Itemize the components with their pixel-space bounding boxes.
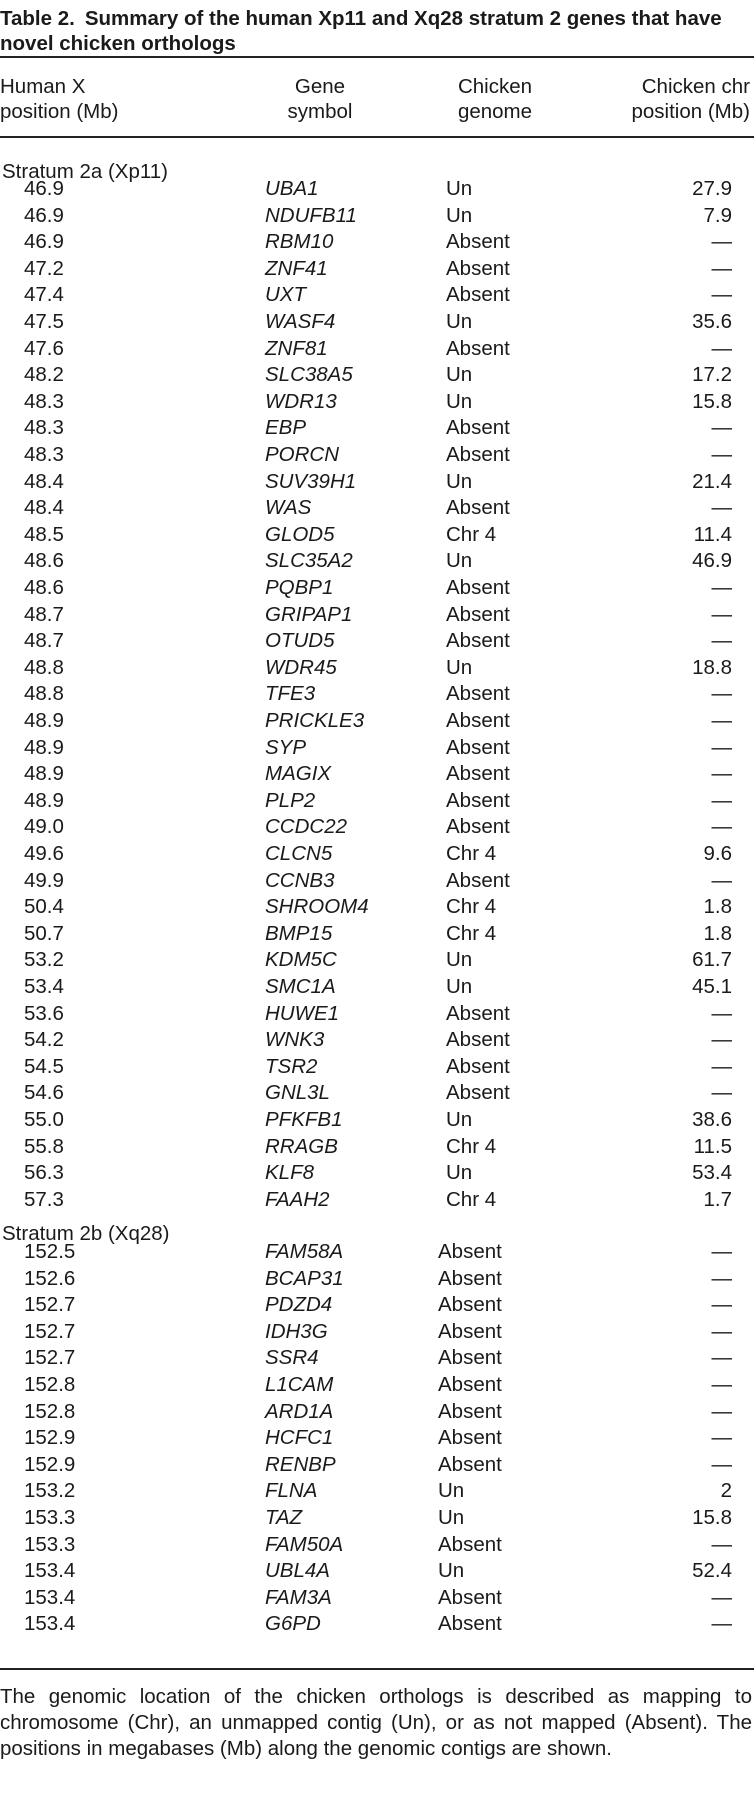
table-row	[0, 1558, 754, 1585]
human-x-position-cell: 152.7	[24, 1346, 76, 1370]
human-x-position-cell: 55.0	[24, 1108, 64, 1131]
chicken-genome-cell: Un	[446, 1108, 473, 1131]
human-x-position-cell: 49.0	[24, 815, 64, 839]
chicken-chr-position-cell: 46.9	[692, 549, 732, 573]
table-row	[0, 1107, 754, 1134]
gene-symbol-cell: GNL3L	[265, 1081, 330, 1105]
chicken-chr-position-cell: 7.9	[703, 203, 732, 227]
chicken-chr-position-cell: —	[711, 1081, 732, 1105]
chicken-chr-position-cell: —	[711, 1585, 732, 1609]
gene-symbol-cell: PORCN	[265, 443, 340, 466]
gene-symbol-cell: UXT	[265, 283, 306, 307]
table-title: Summary of the human Xp11 and Xq28 stratum 2 genes that have novel chicken orthologs	[0, 7, 722, 55]
gene-symbol-cell: NDUFB11	[265, 203, 357, 227]
chicken-chr-position-cell: —	[711, 1452, 732, 1476]
chicken-genome-cell: Absent	[446, 682, 510, 706]
table-row	[0, 336, 754, 363]
table-row	[0, 1187, 754, 1214]
header-chicken-genome	[430, 74, 560, 124]
chicken-genome-cell: Absent	[446, 1001, 510, 1025]
header-line: Chicken chr	[641, 75, 750, 98]
chicken-genome-cell: Absent	[446, 283, 510, 307]
table-row	[0, 1080, 754, 1107]
gene-symbol-cell: WDR13	[265, 389, 337, 413]
chicken-chr-position-cell: —	[711, 762, 732, 786]
chicken-genome-cell: Absent	[438, 1293, 502, 1317]
chicken-chr-position-cell: —	[711, 443, 732, 466]
chicken-chr-position-cell: —	[711, 815, 732, 839]
table-caption	[0, 6, 750, 56]
gene-symbol-cell: CCDC22	[265, 815, 348, 839]
table-row	[0, 1478, 754, 1505]
human-x-position-cell: 152.5	[24, 1240, 76, 1263]
human-x-position-cell: 54.5	[24, 1054, 64, 1078]
chicken-genome-cell: Un	[438, 1559, 465, 1583]
human-x-position-cell: 152.6	[24, 1266, 76, 1290]
chicken-chr-position-cell: 11.4	[693, 522, 732, 546]
human-x-position-cell: 48.2	[24, 363, 64, 387]
table-row	[0, 1054, 754, 1081]
chicken-genome-cell: Absent	[446, 416, 510, 440]
table-row	[0, 1585, 754, 1612]
gene-symbol-cell: SYP	[265, 735, 307, 759]
chicken-genome-cell: Absent	[446, 496, 510, 520]
gene-symbol-cell: ZNF41	[265, 256, 328, 280]
chicken-chr-position-cell: —	[711, 1028, 732, 1052]
chicken-chr-position-cell: 38.6	[692, 1108, 732, 1131]
human-x-position-cell: 50.4	[24, 895, 64, 919]
table-row	[0, 788, 754, 815]
gene-symbol-cell: WNK3	[265, 1028, 325, 1052]
chicken-genome-cell: Un	[446, 948, 473, 972]
chicken-genome-cell: Absent	[438, 1346, 502, 1370]
human-x-position-cell: 48.4	[24, 469, 64, 493]
gene-symbol-cell: SMC1A	[265, 975, 336, 998]
chicken-chr-position-cell: —	[711, 256, 732, 280]
human-x-position-cell: 53.4	[24, 975, 64, 998]
chicken-genome-cell: Absent	[438, 1240, 502, 1263]
header-chicken-chr-position	[580, 74, 750, 124]
human-x-position-cell: 153.4	[24, 1612, 76, 1636]
human-x-position-cell: 153.3	[24, 1532, 76, 1556]
chicken-chr-position-cell: 18.8	[692, 655, 732, 679]
chicken-genome-cell: Absent	[446, 1054, 510, 1078]
chicken-chr-position-cell: —	[711, 709, 732, 732]
gene-symbol-cell: GLOD5	[265, 522, 335, 546]
chicken-chr-position-cell: 1.8	[703, 921, 732, 945]
human-x-position-cell: 48.7	[24, 629, 64, 653]
gene-symbol-cell: TSR2	[265, 1054, 318, 1078]
chicken-chr-position-cell: 1.7	[703, 1187, 732, 1211]
human-x-position-cell: 153.4	[24, 1559, 76, 1583]
human-x-position-cell: 152.7	[24, 1293, 76, 1317]
table-row	[0, 1452, 754, 1479]
chicken-chr-position-cell: 11.5	[693, 1134, 732, 1158]
gene-symbol-cell: SHROOM4	[265, 895, 369, 919]
chicken-genome-cell: Absent	[446, 336, 510, 360]
table-row	[0, 841, 754, 868]
gene-symbol-cell: SSR4	[265, 1346, 319, 1370]
human-x-position-cell: 47.5	[24, 310, 64, 333]
gene-symbol-cell: ARD1A	[265, 1399, 334, 1423]
table-row	[0, 868, 754, 895]
header-line: Chicken	[457, 75, 533, 98]
human-x-position-cell: 48.4	[24, 496, 64, 520]
gene-symbol-cell: UBL4A	[265, 1559, 330, 1583]
gene-symbol-cell: PLP2	[265, 788, 316, 812]
table-row	[0, 495, 754, 522]
gene-symbol-cell: SLC35A2	[265, 549, 353, 573]
table-row	[0, 974, 754, 1001]
human-x-position-cell: 46.9	[24, 203, 64, 227]
chicken-chr-position-cell: —	[711, 1319, 732, 1343]
table-row	[0, 1345, 754, 1372]
gene-symbol-cell: PQBP1	[265, 576, 334, 599]
gene-symbol-cell: SLC38A5	[265, 363, 353, 387]
gene-symbol-cell: PDZD4	[265, 1293, 333, 1317]
table-row	[0, 1319, 754, 1346]
chicken-genome-cell: Absent	[446, 1028, 510, 1052]
chicken-genome-cell: Chr 4	[446, 842, 497, 865]
gene-symbol-cell: MAGIX	[265, 762, 332, 786]
chicken-chr-position-cell: —	[711, 1346, 732, 1370]
chicken-genome-cell: Absent	[446, 629, 510, 653]
chicken-chr-position-cell: 61.7	[692, 948, 732, 972]
table-row	[0, 921, 754, 948]
bottom-rule	[0, 1668, 754, 1670]
header-rule	[0, 136, 754, 138]
table-row	[0, 256, 754, 283]
table-row	[0, 389, 754, 416]
gene-symbol-cell: WDR45	[265, 655, 337, 679]
chicken-chr-position-cell: —	[711, 336, 732, 360]
gene-symbol-cell: PRICKLE3	[265, 709, 365, 732]
chicken-chr-position-cell: 52.4	[692, 1559, 732, 1583]
gene-symbol-cell: OTUD5	[265, 629, 335, 653]
human-x-position-cell: 56.3	[24, 1161, 64, 1185]
human-x-position-cell: 48.9	[24, 788, 64, 812]
table-row	[0, 655, 754, 682]
chicken-genome-cell: Absent	[446, 443, 510, 466]
chicken-genome-cell: Un	[438, 1479, 465, 1503]
gene-symbol-cell: KDM5C	[265, 948, 337, 972]
table-row	[0, 1001, 754, 1028]
table-row	[0, 442, 754, 469]
chicken-chr-position-cell: —	[711, 576, 732, 599]
top-rule	[0, 56, 754, 58]
chicken-genome-cell: Un	[446, 203, 473, 227]
gene-symbol-cell: SUV39H1	[265, 469, 357, 493]
header-line: position (Mb)	[631, 100, 750, 123]
human-x-position-cell: 50.7	[24, 921, 64, 945]
chicken-genome-cell: Absent	[446, 868, 510, 892]
table-footnote: The genomic location of the chicken orthologs is described as mapping to chromosome (Chr), an unmapped contig (Un), or as not mapped (Absent). The positions in megabases (Mb) along the genomic contigs are shown.	[0, 1685, 752, 1760]
table-row	[0, 522, 754, 549]
chicken-genome-cell: Un	[446, 310, 473, 333]
chicken-chr-position-cell: 15.8	[692, 389, 732, 413]
human-x-position-cell: 153.2	[24, 1479, 76, 1503]
human-x-position-cell: 48.7	[24, 602, 64, 626]
chicken-chr-position-cell: —	[711, 735, 732, 759]
chicken-genome-cell: Un	[446, 363, 473, 387]
chicken-genome-cell: Un	[438, 1506, 465, 1529]
header-gene-symbol	[270, 74, 370, 124]
gene-symbol-cell: TFE3	[265, 682, 316, 706]
human-x-position-cell: 48.6	[24, 576, 64, 599]
table-row	[0, 1134, 754, 1161]
chicken-genome-cell: Absent	[438, 1585, 502, 1609]
chicken-genome-cell: Un	[446, 177, 473, 200]
human-x-position-cell: 54.2	[24, 1028, 64, 1052]
chicken-genome-cell: Un	[446, 389, 473, 413]
table-row	[0, 1611, 754, 1638]
chicken-genome-cell: Chr 4	[446, 1187, 497, 1211]
human-x-position-cell: 152.8	[24, 1399, 76, 1423]
chicken-genome-cell: Absent	[446, 576, 510, 599]
chicken-chr-position-cell: —	[711, 1054, 732, 1078]
table-row	[0, 1532, 754, 1559]
chicken-chr-position-cell: —	[711, 1001, 732, 1025]
table-row	[0, 1399, 754, 1426]
chicken-chr-position-cell: 17.2	[692, 363, 732, 387]
human-x-position-cell: 48.3	[24, 443, 64, 466]
chicken-genome-cell: Absent	[438, 1319, 502, 1343]
human-x-position-cell: 47.4	[24, 283, 64, 307]
chicken-chr-position-cell: 15.8	[692, 1506, 732, 1529]
gene-symbol-cell: CCNB3	[265, 868, 335, 892]
human-x-position-cell: 152.9	[24, 1426, 76, 1450]
chicken-chr-position-cell: —	[711, 629, 732, 653]
table-row	[0, 415, 754, 442]
table-row	[0, 1266, 754, 1293]
table-row	[0, 628, 754, 655]
human-x-position-cell: 152.9	[24, 1452, 76, 1476]
chicken-chr-position-cell: 1.8	[703, 895, 732, 919]
chicken-chr-position-cell: 9.6	[703, 842, 732, 865]
chicken-chr-position-cell: 53.4	[692, 1161, 732, 1185]
gene-symbol-cell: BMP15	[265, 921, 333, 945]
chicken-chr-position-cell: —	[711, 868, 732, 892]
human-x-position-cell: 54.6	[24, 1081, 64, 1105]
human-x-position-cell: 57.3	[24, 1187, 64, 1211]
human-x-position-cell: 48.6	[24, 549, 64, 573]
chicken-chr-position-cell: 45.1	[692, 975, 732, 998]
table-row	[0, 282, 754, 309]
gene-symbol-cell: FAM3A	[265, 1585, 332, 1609]
chicken-chr-position-cell: —	[711, 1266, 732, 1290]
chicken-genome-cell: Absent	[438, 1426, 502, 1450]
chicken-genome-cell: Un	[446, 469, 473, 493]
chicken-genome-cell: Absent	[438, 1399, 502, 1423]
chicken-chr-position-cell: —	[711, 1293, 732, 1317]
table-label: Table 2.	[0, 7, 75, 30]
human-x-position-cell: 48.3	[24, 416, 64, 440]
chicken-chr-position-cell: —	[711, 416, 732, 440]
chicken-chr-position-cell: 21.4	[692, 469, 732, 493]
table-row	[0, 735, 754, 762]
table-row	[0, 1425, 754, 1452]
table-row	[0, 1372, 754, 1399]
table-row	[0, 602, 754, 629]
chicken-chr-position-cell: —	[711, 682, 732, 706]
chicken-genome-cell: Absent	[446, 815, 510, 839]
table-row	[0, 894, 754, 921]
gene-symbol-cell: G6PD	[265, 1612, 321, 1636]
table-row	[0, 1160, 754, 1187]
header-line: symbol	[287, 100, 353, 123]
gene-symbol-cell: FLNA	[265, 1479, 318, 1503]
chicken-chr-position-cell: 35.6	[692, 310, 732, 333]
header-line: Gene	[294, 75, 346, 98]
table-row	[0, 362, 754, 389]
gene-symbol-cell: ZNF81	[265, 336, 328, 360]
table-row	[0, 1239, 754, 1266]
human-x-position-cell: 152.7	[24, 1319, 76, 1343]
chicken-genome-cell: Absent	[438, 1612, 502, 1636]
header-human-x-position	[0, 74, 119, 124]
gene-symbol-cell: WAS	[265, 496, 312, 520]
chicken-chr-position-cell: —	[711, 230, 732, 254]
human-x-position-cell: 48.8	[24, 655, 64, 679]
chicken-genome-cell: Un	[446, 655, 473, 679]
chicken-chr-position-cell: —	[711, 496, 732, 520]
table-row	[0, 229, 754, 256]
human-x-position-cell: 46.9	[24, 230, 64, 254]
human-x-position-cell: 48.9	[24, 709, 64, 732]
table-row	[0, 947, 754, 974]
stratum-heading: Stratum 2b (Xq28)	[2, 1222, 170, 1245]
gene-symbol-cell: EBP	[265, 416, 307, 440]
chicken-genome-cell: Absent	[446, 709, 510, 732]
chicken-genome-cell: Absent	[446, 256, 510, 280]
chicken-genome-cell: Absent	[446, 230, 510, 254]
human-x-position-cell: 53.2	[24, 948, 64, 972]
chicken-genome-cell: Un	[446, 549, 473, 573]
chicken-genome-cell: Absent	[446, 735, 510, 759]
chicken-chr-position-cell: —	[711, 283, 732, 307]
gene-symbol-cell: FAM58A	[265, 1240, 344, 1263]
chicken-chr-position-cell: —	[711, 1532, 732, 1556]
human-x-position-cell: 55.8	[24, 1134, 64, 1158]
header-line: Human X	[0, 75, 86, 98]
gene-symbol-cell: TAZ	[265, 1506, 303, 1529]
gene-symbol-cell: KLF8	[265, 1161, 314, 1185]
human-x-position-cell: 153.3	[24, 1506, 76, 1529]
gene-symbol-cell: HUWE1	[265, 1001, 340, 1025]
human-x-position-cell: 48.3	[24, 389, 64, 413]
chicken-genome-cell: Chr 4	[446, 895, 497, 919]
chicken-chr-position-cell: —	[711, 1426, 732, 1450]
chicken-chr-position-cell: —	[711, 788, 732, 812]
header-line: position (Mb)	[0, 100, 119, 123]
chicken-genome-cell: Chr 4	[446, 1134, 497, 1158]
chicken-genome-cell: Chr 4	[446, 921, 497, 945]
chicken-genome-cell: Absent	[438, 1373, 502, 1396]
table-row	[0, 708, 754, 735]
human-x-position-cell: 46.9	[24, 177, 64, 200]
chicken-chr-position-cell: —	[711, 1399, 732, 1423]
chicken-chr-position-cell: —	[711, 602, 732, 626]
chicken-genome-cell: Absent	[438, 1452, 502, 1476]
gene-symbol-cell: RRAGB	[265, 1134, 338, 1158]
gene-symbol-cell: BCAP31	[265, 1266, 344, 1290]
gene-symbol-cell: FAAH2	[265, 1187, 330, 1211]
chicken-chr-position-cell: —	[711, 1373, 732, 1396]
chicken-genome-cell: Absent	[446, 602, 510, 626]
human-x-position-cell: 47.2	[24, 256, 64, 280]
human-x-position-cell: 53.6	[24, 1001, 64, 1025]
gene-symbol-cell: RENBP	[265, 1452, 336, 1476]
gene-symbol-cell: FAM50A	[265, 1532, 344, 1556]
table-row	[0, 1027, 754, 1054]
human-x-position-cell: 48.5	[24, 522, 64, 546]
chicken-genome-cell: Absent	[438, 1266, 502, 1290]
gene-symbol-cell: PFKFB1	[265, 1108, 343, 1131]
gene-symbol-cell: RBM10	[265, 230, 334, 254]
gene-symbol-cell: GRIPAP1	[265, 602, 353, 626]
gene-symbol-cell: UBA1	[265, 177, 319, 200]
human-x-position-cell: 152.8	[24, 1373, 76, 1396]
chicken-genome-cell: Un	[446, 1161, 473, 1185]
gene-symbol-cell: HCFC1	[265, 1426, 334, 1450]
stratum-heading: Stratum 2a (Xp11)	[2, 160, 168, 183]
table-row	[0, 761, 754, 788]
human-x-position-cell: 48.9	[24, 762, 64, 786]
human-x-position-cell: 49.6	[24, 842, 64, 865]
human-x-position-cell: 48.9	[24, 735, 64, 759]
chicken-chr-position-cell: 27.9	[692, 177, 732, 200]
chicken-genome-cell: Absent	[446, 1081, 510, 1105]
table-row	[0, 1292, 754, 1319]
header-line: genome	[457, 100, 533, 123]
chicken-chr-position-cell: —	[711, 1612, 732, 1636]
chicken-genome-cell: Absent	[446, 762, 510, 786]
table-row	[0, 548, 754, 575]
gene-symbol-cell: CLCN5	[265, 842, 333, 865]
table-row	[0, 681, 754, 708]
table-row	[0, 814, 754, 841]
human-x-position-cell: 153.4	[24, 1585, 76, 1609]
chicken-genome-cell: Un	[446, 975, 473, 998]
table-row	[0, 1505, 754, 1532]
chicken-chr-position-cell: —	[711, 1240, 732, 1263]
human-x-position-cell: 48.8	[24, 682, 64, 706]
chicken-genome-cell: Absent	[438, 1532, 502, 1556]
gene-symbol-cell: WASF4	[265, 310, 336, 333]
table-row	[0, 575, 754, 602]
table-row	[0, 309, 754, 336]
table-row	[0, 469, 754, 496]
table-row	[0, 176, 754, 203]
human-x-position-cell: 47.6	[24, 336, 64, 360]
gene-symbol-cell: L1CAM	[265, 1373, 334, 1396]
chicken-chr-position-cell: 2	[720, 1479, 732, 1503]
gene-symbol-cell: IDH3G	[265, 1319, 328, 1343]
human-x-position-cell: 49.9	[24, 868, 64, 892]
table-row	[0, 203, 754, 230]
chicken-genome-cell: Absent	[446, 788, 510, 812]
chicken-genome-cell: Chr 4	[446, 522, 497, 546]
